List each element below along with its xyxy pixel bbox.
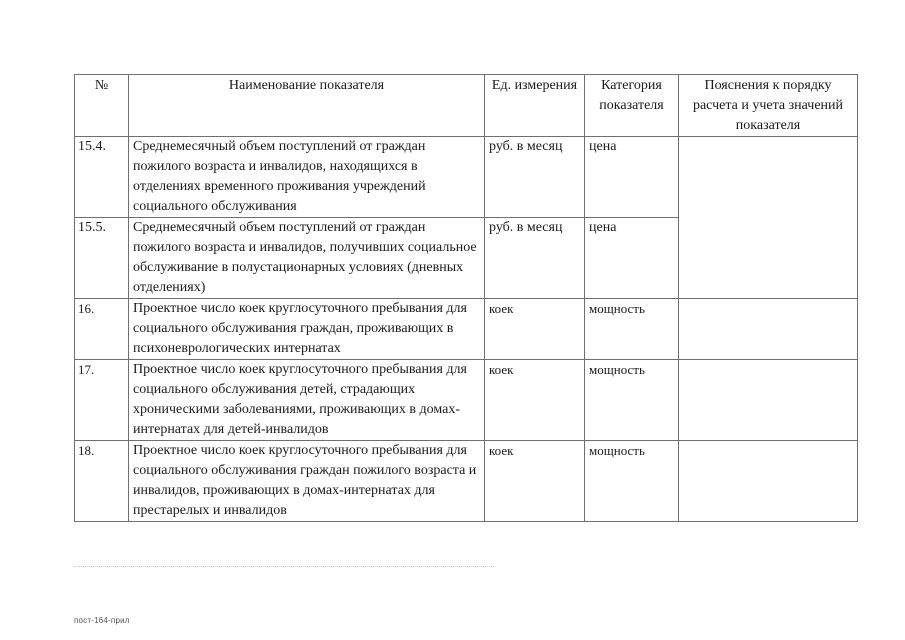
row-number: 17. [75,360,129,441]
table-row [75,137,858,218]
unit-cell: коек [485,441,585,522]
row-number: 15.5. [75,218,129,299]
row-number: 16. [75,299,129,360]
table-header-row [75,75,858,137]
unit-cell: коек [485,360,585,441]
indicator-name: Среднемесячный объем поступлений от граждан пожилого возраста и инвалидов, получивших социальное обслуживание в полустационарных условиях (дневных отделениях) [129,218,485,299]
notes-cell [679,299,858,360]
notes-cell [679,360,858,441]
notes-cell [679,137,858,299]
unit-cell: коек [485,299,585,360]
header-number: № [75,75,129,137]
indicator-name: Проектное число коек круглосуточного пребывания для социального обслуживания детей, страдающих хроническими заболеваниями, проживающих в домах-интернатах для детей-инвалидов [129,360,485,441]
header-category: Категория показателя [585,75,679,137]
unit-cell: руб. в месяц [485,218,585,299]
category-cell: цена [585,137,679,218]
category-cell: цена [585,218,679,299]
notes-cell [679,441,858,522]
row-number: 18. [75,441,129,522]
unit-cell: руб. в месяц [485,137,585,218]
indicator-name: Среднемесячный объем поступлений от граждан пожилого возраста и инвалидов, находящихся в отделениях временного проживания учреждений социального обслуживания [129,137,485,218]
table-row [75,441,858,522]
footer-file-label: пост-164-прил [74,616,130,625]
header-indicator-name: Наименование показателя [129,75,485,137]
indicator-name: Проектное число коек круглосуточного пребывания для социального обслуживания граждан, проживающих в психоневрологических интернатах [129,299,485,360]
table-row [75,299,858,360]
indicator-name: Проектное число коек круглосуточного пребывания для социального обслуживания граждан пожилого возраста и инвалидов, проживающих в домах-интернатах для престарелых и инвалидов [129,441,485,522]
header-unit: Ед. измерения [485,75,585,137]
category-cell: мощность [585,299,679,360]
indicator-table [74,74,858,522]
row-number: 15.4. [75,137,129,218]
scan-artifact-line [74,566,494,567]
category-cell: мощность [585,441,679,522]
category-cell: мощность [585,360,679,441]
header-notes: Пояснения к порядку расчета и учета значений показателя [679,75,858,137]
table-row [75,360,858,441]
